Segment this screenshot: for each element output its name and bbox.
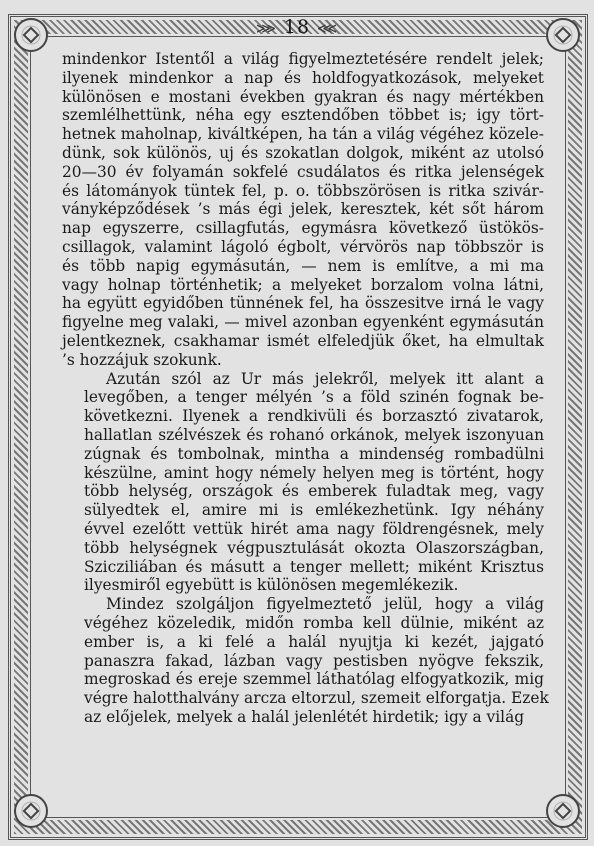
text-line: az előjelek, melyek a halál jelenlétét hirdetik; igy a világ [84,707,525,726]
text-line: ilyenek mindenkor a nap és holdfogyatkozások, melyeket [62,68,544,87]
text-line: jelentkeznek, csakhamar ismét elfeledjük őket, ha elmultak [62,331,544,350]
text-line: végéhez közeledik, midőn romba kell dülnie, miként az [84,613,544,632]
paragraph [62,370,544,596]
text-line: sülyedtek el, amire mi is emlékezhetünk. Igy néhány [84,501,544,520]
text-line: zúgnak és tombolnak, mintha a mindenség rombadülni [84,444,544,463]
text-line: ványképződések ’s más égi jelek, keresztek, két sőt három [62,200,544,219]
text-line: több helység, országok és emberek fuladtak meg, vagy [84,482,544,501]
text-line: figyelne meg valaki, — mivel azonban egyenként egymásután [62,313,544,332]
text-line: hetnek maholnap, kiváltképen, ha tán a világ végéhez közele- [62,125,544,144]
text-line: Szicziliában és másutt a tenger mellett; miként Krisztus [84,557,544,576]
text-line: 20—30 év folyamán sokfelé csudálatos és ritka jelenségek [62,162,544,181]
text-line: hallatlan szélvészek és rohanó orkánok, melyek iszonyuan [84,425,544,444]
text-line: ilyesmiről egyebütt is különösen megemlékezik. [84,576,459,595]
body-text [62,50,549,727]
text-line: panaszra fakad, lázban vagy pestisben nyögve fekszik, [84,651,544,670]
text-line: levegőben, a tenger mélyén ’s a föld szinén fognak be- [84,388,544,407]
text-line: Mindez szolgáljon figyelmeztető jelül, hogy a világ [106,595,544,614]
text-line: több helységnek végpusztulását okozta Olaszországban, [84,538,544,557]
page-number: 18 [283,16,311,38]
text-line: ha együtt egyidőben tünnének fel, ha összesitve irná le vagy [62,294,544,313]
corner-ornament-icon [546,794,580,828]
text-line: ’s hozzájuk szokunk. [62,350,222,369]
text-line: dünk, sok különös, uj és szokatlan dolgok, miként az utolsó [62,143,544,162]
text-line: nap egyszerre, csillagfutás, egymásra következő üstökös- [62,219,544,238]
text-line: ember is, a ki felé a halál nyujtja ki kezét, jajgató [84,632,544,651]
text-line: megroskad és ereje szemmel láthatólag elfogyatkozik, mig [84,670,544,689]
text-line: vagy holnap történhetik; a melyeket borzalom volna látni, [62,275,544,294]
text-line: és több napig egymásután, — nem is említve, a mi ma [62,256,544,275]
text-line: következni. Ilyenek a rendkivüli és borzasztó zivatarok, [84,407,544,426]
text-line: mindenkor Istentől a világ figyelmeztetésére rendelt jelek; [62,50,544,68]
paragraph [62,595,549,727]
text-line: évvel ezelőtt vettük hirét ama nagy földrengésnek, mely [84,519,544,538]
header-ornament-right-icon: ⋘ [317,21,339,37]
text-line: csillagok, valamint lágoló égbolt, vérvörös nap többször is [62,237,544,256]
paragraph [62,50,544,370]
text-line: és látományok tüntek fel, p. o. többszörösen is ritka szivár- [62,181,544,200]
text-line: szemlélhettünk, néha egy esztendőben többet is; igy tört- [62,106,544,125]
corner-ornament-icon [14,794,48,828]
header-ornament-left-icon: ⋙ [255,21,277,37]
text-line: végre halotthalvány arcza eltorzul, szemeit elforgatja. Ezek [84,689,549,708]
text-line: különösen e mostani években gyakran és nagy mértékben [62,87,544,106]
page-header [0,14,594,42]
text-line: Azután szól az Ur más jelekről, melyek itt alant a [106,369,544,388]
text-line: készülne, amint hogy némely helyen meg is történt, hogy [84,463,544,482]
